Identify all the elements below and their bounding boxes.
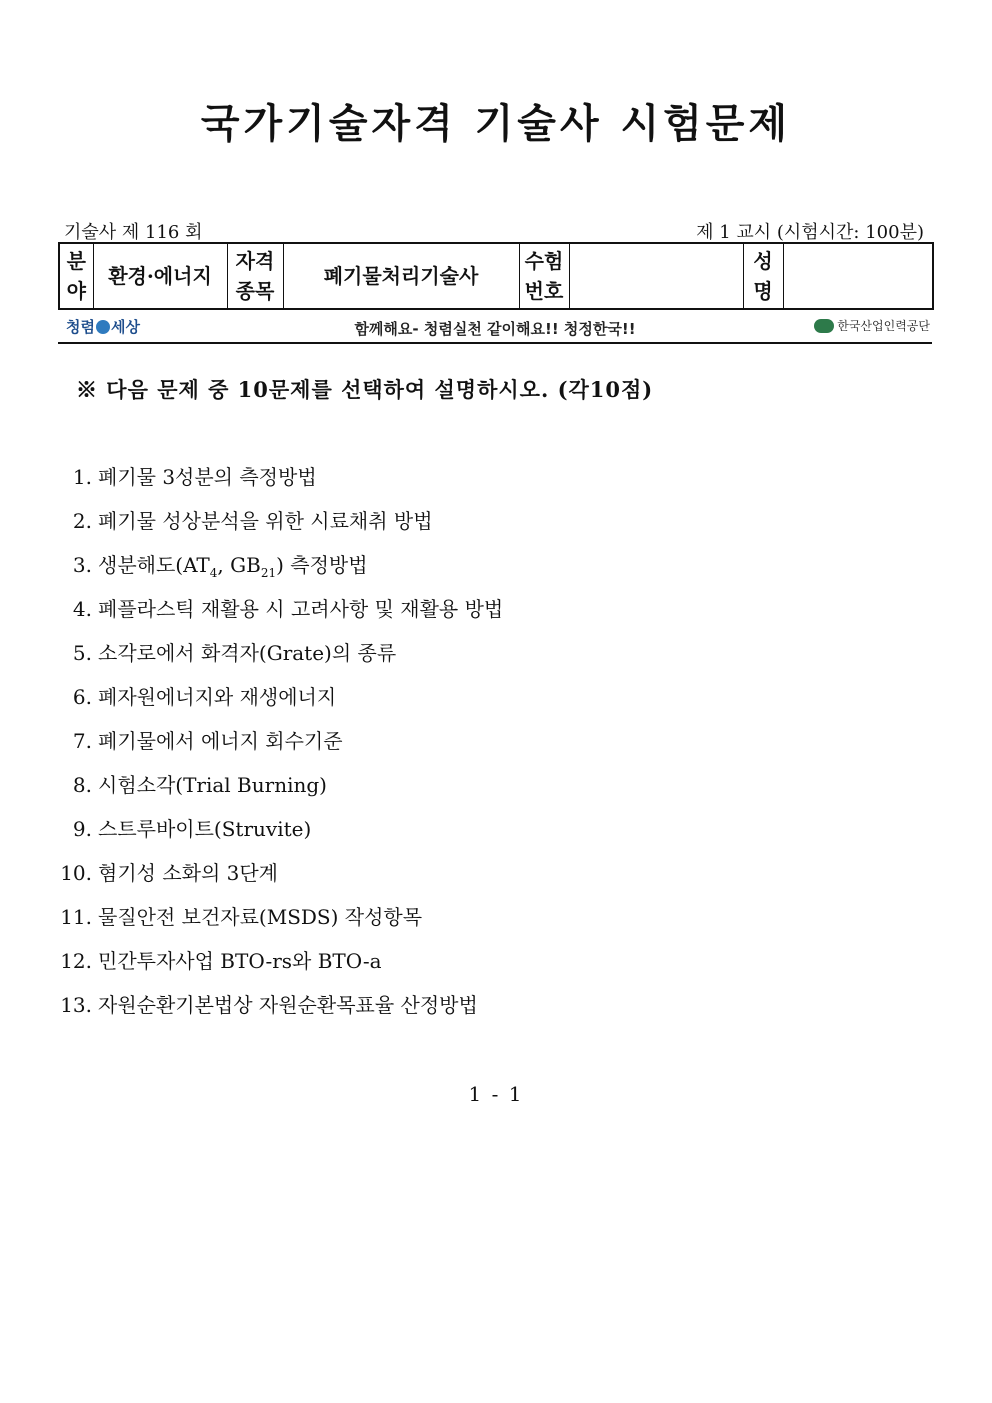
exam-number-field[interactable] <box>569 243 743 309</box>
list-item: 7. 폐기물에서 에너지 회수기준 <box>72 729 343 753</box>
list-item: 13. 자원순환기본법상 자원순환목표율 산정방법 <box>60 993 478 1017</box>
name-label: 성 명 <box>743 243 783 309</box>
field-label: 분 야 <box>59 243 93 309</box>
list-item: 5. 소각로에서 화격자(Grate)의 종류 <box>72 641 397 665</box>
list-item: 1. 폐기물 3성분의 측정방법 <box>72 465 317 489</box>
exam-number-label: 수험 번호 <box>519 243 569 309</box>
question-list <box>52 460 503 1032</box>
hrdk-emblem-icon <box>814 319 834 333</box>
list-item: 8. 시험소각(Trial Burning) <box>72 773 327 797</box>
field-value: 환경·에너지 <box>93 243 227 309</box>
exam-session: 제 1 교시 (시험시간: 100분) <box>696 222 924 243</box>
list-item: 12. 민간투자사업 BTO-rs와 BTO-a <box>60 949 382 973</box>
exam-meta-row <box>58 218 932 242</box>
page-number: 1 - 1 <box>468 1082 524 1106</box>
category-label: 자격 종목 <box>227 243 283 309</box>
list-item: 9. 스트루바이트(Struvite) <box>72 817 312 841</box>
name-field[interactable] <box>783 243 933 309</box>
list-item: 6. 폐자원에너지와 재생에너지 <box>72 685 337 709</box>
integrity-banner <box>58 312 932 344</box>
list-item: 10. 혐기성 소화의 3단계 <box>60 861 278 885</box>
instruction-text: ※ 다음 문제 중 10문제를 선택하여 설명하시오. (각10점) <box>76 377 654 402</box>
category-value: 폐기물처리기술사 <box>283 243 519 309</box>
clean-world-logo: 청렴 세상 <box>66 318 140 336</box>
page-title: 국가기술자격 기술사 시험문제 <box>200 100 792 147</box>
list-item: 3. 생분해도($AT_4$, $GB_{21}$) 측정방법 <box>72 553 368 580</box>
exam-round: 기술사 제 116 회 <box>64 222 203 243</box>
list-item: 11. 물질안전 보건자료(MSDS) 작성항목 <box>60 905 423 929</box>
exam-info-table <box>58 242 934 310</box>
hrdk-logo: 한국산업인력공단 <box>814 317 930 334</box>
banner-slogan: 함께해요- 청렴실천 같이해요!! 청정한국!! <box>354 320 636 338</box>
list-item: 2. 폐기물 성상분석을 위한 시료채취 방법 <box>72 509 433 533</box>
list-item: 4. 폐플라스틱 재활용 시 고려사항 및 재활용 방법 <box>72 597 504 621</box>
